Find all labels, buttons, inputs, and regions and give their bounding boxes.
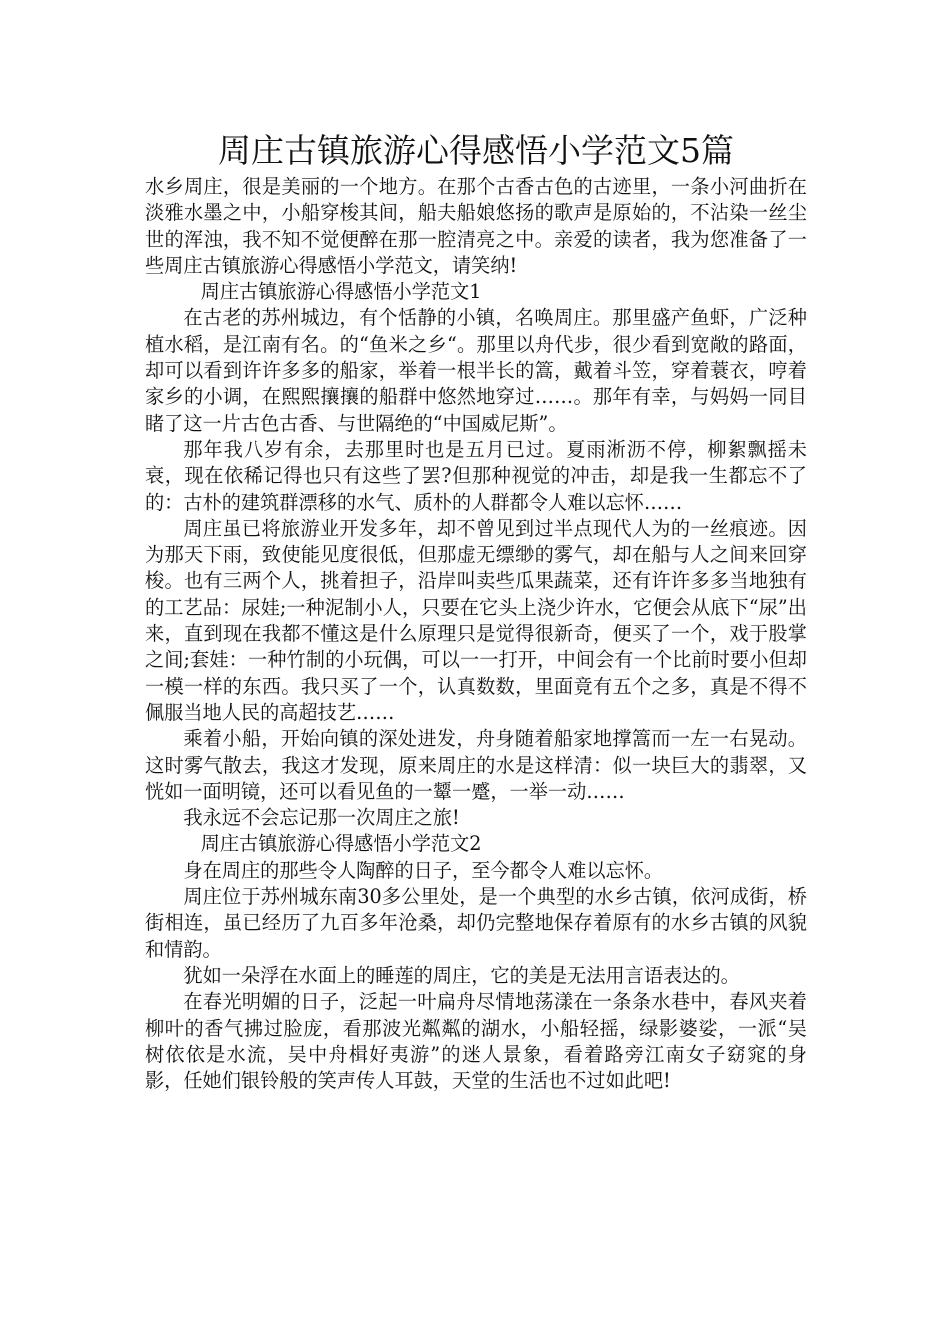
section-1-paragraph-4: 乘着小船，开始向镇的深处进发，舟身随着船家地撑篙而一左一右晃动。这时雾气散去，我这才发现，原来周庄的水是这样清：似一块巨大的翡翠，又恍如一面明镜，还可以看见鱼的一颦一蹙，一举一动……: [145, 727, 807, 803]
section-1-paragraph-1: 在古老的苏州城边，有个恬静的小镇，名唤周庄。那里盛产鱼虾，广泛种植水稻，是江南有名。的“鱼米之乡“。那里以舟代步，很少看到宽敞的路面，却可以看到许许多多的船家，举着一根半长的篙，戴着斗笠，穿着蓑衣，哼着家乡的小调，在熙熙攘攘的船群中悠然地穿过……。那年有幸，与妈妈一同目睹了这一片古色古香、与世隔绝的“中国威尼斯”。: [145, 306, 807, 435]
section-2-paragraph-1: 身在周庄的那些令人陶醉的日子，至今都令人难以忘怀。: [183, 858, 664, 882]
section-2-paragraph-4: 在春光明媚的日子，泛起一叶扁舟尽情地荡漾在一条条水巷中，春风夹着柳叶的香气拂过脸庞，看那波光粼粼的湖水，小船轻摇，绿影婆娑，一派“吴树依依是水流，吴中舟楫好夷游”的迷人景象，看着路旁江南女子窈窕的身影，任她们银铃般的笑声传人耳鼓，天堂的生活也不过如此吧!: [145, 990, 807, 1093]
document-title: 周庄古镇旅游心得感悟小学范文5篇: [218, 131, 734, 170]
section-2-paragraph-3: 犹如一朵浮在水面上的睡莲的周庄，它的美是无法用言语表达的。: [183, 963, 740, 987]
section-2-paragraph-2: 周庄位于苏州城东南30多公里处，是一个典型的水乡古镇，依河成街，桥街相连，虽已经历了九百多年沧桑，却仍完整地保存着原有的水乡古镇的风貌和情韵。: [145, 885, 807, 961]
intro-paragraph: 水乡周庄，很是美丽的一个地方。在那个古香古色的古迹里，一条小河曲折在淡雅水墨之中，小船穿梭其间，船夫船娘悠扬的歌声是原始的，不沾染一丝尘世的浑浊，我不知不觉便醉在那一腔清亮之中。亲爱的读者，我为您准备了一些周庄古镇旅游心得感悟小学范文，请笑纳!: [145, 175, 807, 277]
section-1-paragraph-2: 那年我八岁有余，去那里时也是五月已过。夏雨淅沥不停，柳絮飘摇未衰，现在依稀记得也只有这些了罢?但那种视觉的冲击，却是我一生都忘不了的：古朴的建筑群漂移的水气、质朴的人群都令人难以忘怀……: [145, 437, 807, 514]
section-1-paragraph-3: 周庄虽已将旅游业开发多年，却不曾见到过半点现代人为的一丝痕迹。因为那天下雨，致使能见度很低，但那虚无缥缈的雾气，却在船与人之间来回穿梭。也有三两个人，挑着担子，沿岸叫卖些瓜果蔬菜，还有许许多多当地独有的工艺品：尿娃;一种泥制小人，只要在它头上浇少许水，它便会从底下“尿”出来，直到现在我都不懂这是什么原理只是觉得很新奇，便买了一个，戏于股掌之间;套娃：一种竹制的小玩偶，可以一一打开，中间会有一个比前时要小但却一模一样的东西。我只买了一个，认真数数，里面竟有五个之多，真是不得不佩服当地人民的高超技艺……: [145, 516, 807, 724]
section-1-heading: 周庄古镇旅游心得感悟小学范文1: [200, 280, 482, 304]
document-page: [145, 128, 807, 1094]
section-2-heading: 周庄古镇旅游心得感悟小学范文2: [200, 832, 482, 856]
section-1-paragraph-5: 我永远不会忘记那一次周庄之旅!: [183, 806, 460, 830]
